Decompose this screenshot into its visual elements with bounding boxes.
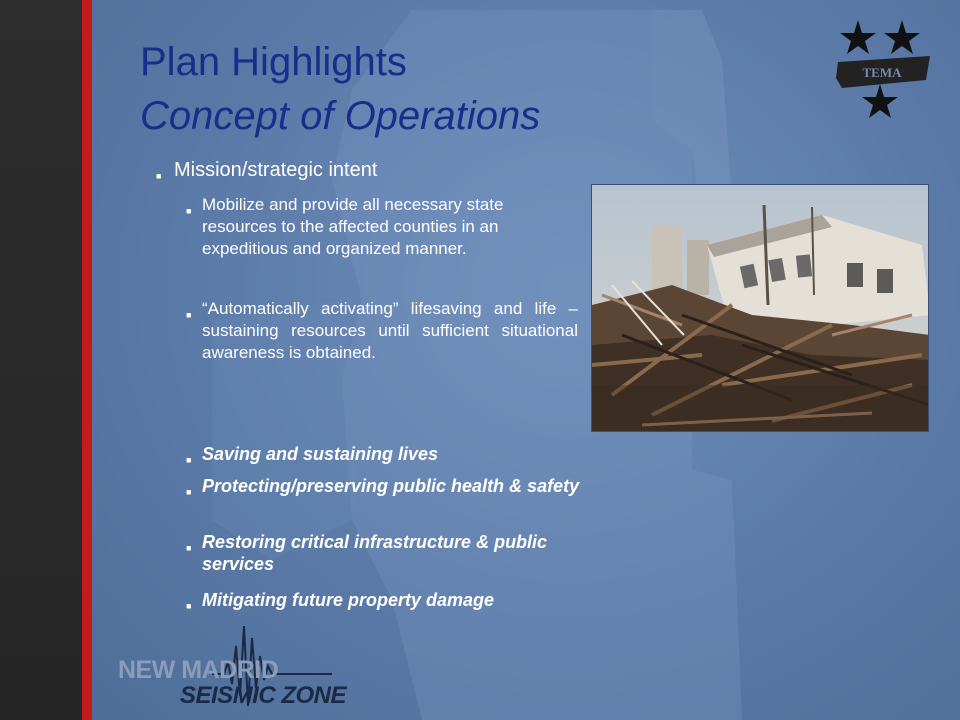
priority-text: Protecting/preserving public health & safety: [202, 476, 580, 496]
bullet-marker: ■: [156, 171, 162, 181]
bullet-marker: ■: [186, 601, 192, 611]
zone-logo-line-1: NEW MADRID: [118, 656, 279, 684]
bullet-mission: [156, 158, 576, 182]
bullet-marker: ■: [186, 487, 192, 497]
priority-item: [186, 475, 626, 497]
priority-item: [186, 531, 606, 575]
bullet-sub-2-text: “Automatically activating” lifesaving and life –sustaining resources until sufficient situational awareness is obtained.: [202, 299, 578, 362]
bullet-sub-1: [186, 194, 578, 260]
title-line-2: Concept of Operations: [140, 94, 541, 138]
left-dark-bar: [0, 0, 82, 720]
bullet-marker: ■: [186, 206, 192, 216]
zone-logo-line-2: SEISMIC ZONE: [180, 682, 347, 709]
priority-text: Restoring critical infrastructure & public services: [202, 532, 548, 574]
collapsed-building-photo: [591, 184, 929, 432]
priority-item: [186, 443, 626, 465]
bullet-marker: ■: [186, 543, 192, 553]
bullet-sub-2: [186, 298, 578, 364]
red-accent-stripe: [82, 0, 92, 720]
bullet-mission-text: Mission/strategic intent: [174, 159, 378, 181]
priority-text: Saving and sustaining lives: [202, 444, 439, 464]
bullet-sub-1-text: Mobilize and provide all necessary state resources to the affected counties in an expeditious and organized manner.: [202, 195, 504, 258]
agency-logo-text: TEMA: [862, 65, 902, 80]
agency-logo: [832, 14, 932, 126]
bullet-marker: ■: [186, 310, 192, 320]
priority-item: [186, 589, 626, 611]
bullet-marker: ■: [186, 455, 192, 465]
priority-text: Mitigating future property damage: [202, 590, 495, 610]
title-line-1: Plan Highlights: [140, 40, 407, 84]
